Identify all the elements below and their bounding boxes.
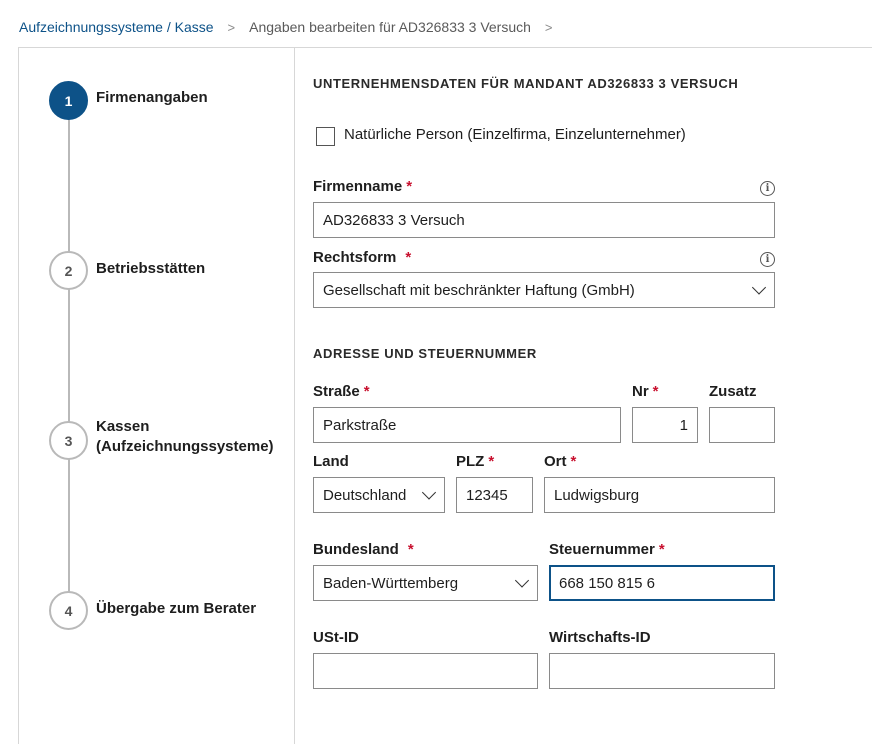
strasse-input[interactable]: Parkstraße — [313, 407, 621, 443]
bundesland-select[interactable] — [313, 565, 538, 601]
bundesland-value: Baden-Württemberg — [323, 574, 459, 592]
nr-input[interactable]: 1 — [632, 407, 698, 443]
step-2-circle[interactable]: 2 — [49, 251, 88, 290]
step-4-circle[interactable]: 4 — [49, 591, 88, 630]
required-marker: * — [570, 453, 577, 470]
steuernummer-label-text: Steuernummer — [549, 541, 655, 558]
chevron-right-icon: > — [227, 19, 236, 35]
ort-label-text: Ort — [544, 453, 567, 470]
chevron-down-icon — [422, 485, 436, 499]
info-icon[interactable]: i — [760, 181, 775, 196]
ort-label — [544, 453, 576, 471]
land-value: Deutschland — [323, 486, 407, 504]
plz-label-text: PLZ — [456, 453, 485, 470]
info-icon[interactable]: i — [760, 252, 775, 267]
step-3-label-line2: (Aufzeichnungssysteme) — [96, 438, 274, 455]
step-2-label[interactable]: Betriebsstätten — [96, 260, 206, 277]
required-marker: * — [652, 383, 659, 400]
firmenname-label — [313, 178, 412, 196]
breadcrumb-link-kasse[interactable]: Aufzeichnungssysteme / Kasse — [19, 19, 214, 35]
zusatz-label: Zusatz — [709, 383, 757, 400]
breadcrumb — [19, 17, 567, 37]
natural-person-checkbox[interactable] — [316, 127, 335, 146]
rechtsform-label — [313, 249, 411, 267]
step-1-label[interactable]: Firmenangaben — [96, 89, 208, 106]
wirtschaftsid-label: Wirtschafts-ID — [549, 629, 651, 646]
zusatz-input[interactable] — [709, 407, 775, 443]
required-marker: * — [407, 541, 414, 558]
step-3-label[interactable] — [96, 417, 274, 457]
chevron-right-icon: > — [544, 19, 553, 35]
ort-input[interactable]: Ludwigsburg — [544, 477, 775, 513]
breadcrumb-current: Angaben bearbeiten für AD326833 3 Versuch — [249, 19, 531, 35]
land-label: Land — [313, 453, 349, 470]
required-marker: * — [405, 249, 412, 266]
step-3-label-line1: Kassen — [96, 418, 150, 435]
ustid-label: USt-ID — [313, 629, 359, 646]
nr-label-text: Nr — [632, 383, 649, 400]
rechtsform-label-text: Rechtsform — [313, 249, 397, 266]
strasse-label — [313, 383, 370, 401]
step-1-circle[interactable]: 1 — [49, 81, 88, 120]
stepper-divider — [294, 48, 295, 744]
plz-input[interactable]: 12345 — [456, 477, 533, 513]
rechtsform-select[interactable] — [313, 272, 775, 308]
chevron-down-icon — [752, 280, 766, 294]
required-marker: * — [363, 383, 370, 400]
ustid-input[interactable] — [313, 653, 538, 689]
required-marker: * — [488, 453, 495, 470]
steuernummer-input[interactable]: 668 150 815 6 — [549, 565, 775, 601]
step-4-label[interactable]: Übergabe zum Berater — [96, 600, 257, 617]
natural-person-label[interactable]: Natürliche Person (Einzelfirma, Einzelunternehmer) — [344, 126, 686, 143]
step-3-circle[interactable]: 3 — [49, 421, 88, 460]
land-select[interactable] — [313, 477, 445, 513]
required-marker: * — [406, 178, 413, 195]
bundesland-label-text: Bundesland — [313, 541, 399, 558]
firmenname-label-text: Firmenname — [313, 178, 403, 195]
rechtsform-value: Gesellschaft mit beschränkter Haftung (GmbH) — [323, 281, 635, 299]
nr-label — [632, 383, 659, 401]
address-section-title: ADRESSE UND STEUERNUMMER — [313, 346, 537, 361]
steuernummer-label — [549, 541, 665, 559]
wirtschaftsid-input[interactable] — [549, 653, 775, 689]
plz-label — [456, 453, 494, 471]
chevron-down-icon — [515, 573, 529, 587]
firmenname-input[interactable]: AD326833 3 Versuch — [313, 202, 775, 238]
required-marker: * — [658, 541, 665, 558]
strasse-label-text: Straße — [313, 383, 360, 400]
bundesland-label — [313, 541, 414, 559]
stepper-line — [68, 103, 70, 613]
company-section-title: UNTERNEHMENSDATEN FÜR MANDANT AD326833 3 VERSUCH — [313, 76, 739, 91]
